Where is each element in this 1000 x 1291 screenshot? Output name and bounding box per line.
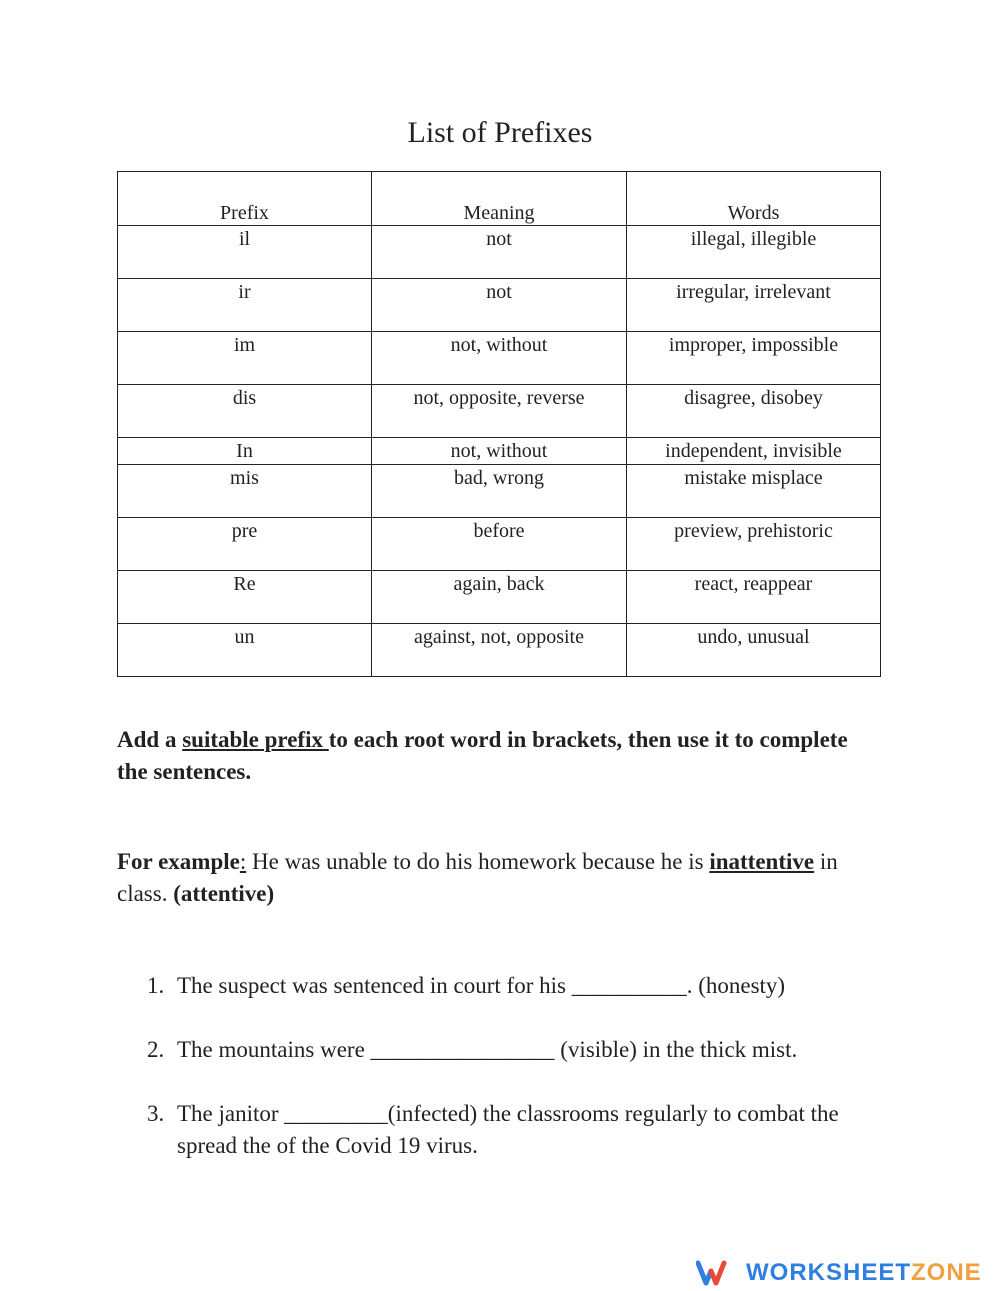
table-header-row — [118, 172, 881, 226]
item-text: The janitor _________(infected) the classrooms regularly to combat the spread the of the Covid 19 virus. — [177, 1101, 839, 1158]
instruction-text-end: to each root word in brackets, then use it to complete the sentences. — [117, 727, 848, 784]
list-item — [147, 1034, 887, 1066]
header-words: Words — [627, 172, 881, 226]
words-cell: illegal, illegible — [627, 226, 881, 279]
words-cell: mistake misplace — [627, 465, 881, 518]
prefix-cell: mis — [118, 465, 372, 518]
meaning-cell: not, opposite, reverse — [372, 385, 627, 438]
example-paragraph — [117, 846, 877, 910]
watermark-text-zone: ZONE — [911, 1259, 982, 1286]
item-text: The suspect was sentenced in court for his __________. (honesty) — [177, 973, 786, 998]
list-item — [147, 1098, 887, 1162]
meaning-cell: not, without — [372, 438, 627, 465]
meaning-cell: not, without — [372, 332, 627, 385]
w-logo-icon — [696, 1260, 734, 1286]
meaning-cell: not — [372, 226, 627, 279]
meaning-cell: before — [372, 518, 627, 571]
item-number: 2. — [147, 1037, 165, 1062]
example-text-end: in class. — [117, 849, 838, 906]
instruction-text-start: Add a — [117, 727, 183, 752]
table-row — [118, 279, 881, 332]
example-label: For example — [117, 849, 240, 874]
prefix-table — [117, 171, 881, 677]
table-row — [118, 226, 881, 279]
watermark-text-worksheet: WORKSHEET — [746, 1259, 911, 1286]
example-root: (attentive) — [173, 881, 275, 906]
table-row — [118, 518, 881, 571]
example-text-start: He was unable to do his homework because he is — [246, 849, 710, 874]
words-cell: improper, impossible — [627, 332, 881, 385]
item-number: 3. — [147, 1101, 165, 1126]
table-row — [118, 465, 881, 518]
prefix-cell: pre — [118, 518, 372, 571]
meaning-cell: not — [372, 279, 627, 332]
item-text: The mountains were ________________ (visible) in the thick mist. — [177, 1037, 798, 1062]
header-prefix: Prefix — [118, 172, 372, 226]
prefix-cell: un — [118, 624, 372, 677]
meaning-cell: against, not, opposite — [372, 624, 627, 677]
meaning-cell: bad, wrong — [372, 465, 627, 518]
words-cell: preview, prehistoric — [627, 518, 881, 571]
table-row — [118, 385, 881, 438]
list-item — [147, 970, 887, 1002]
prefix-cell: ir — [118, 279, 372, 332]
prefix-cell: Re — [118, 571, 372, 624]
meaning-cell: again, back — [372, 571, 627, 624]
table-row — [118, 438, 881, 465]
page-title: List of Prefixes — [407, 116, 593, 149]
instruction-underlined: suitable prefix — [182, 727, 329, 752]
words-cell: independent, invisible — [627, 438, 881, 465]
header-meaning: Meaning — [372, 172, 627, 226]
example-answer: inattentive — [709, 849, 815, 874]
example-colon: : — [239, 849, 247, 874]
worksheetzone-watermark — [696, 1256, 982, 1290]
watermark-text — [746, 1259, 982, 1287]
prefix-cell: dis — [118, 385, 372, 438]
table-row — [118, 332, 881, 385]
item-number: 1. — [147, 973, 165, 998]
words-cell: react, reappear — [627, 571, 881, 624]
prefix-cell: In — [118, 438, 372, 465]
words-cell: undo, unusual — [627, 624, 881, 677]
prefix-cell: im — [118, 332, 372, 385]
exercise-list — [147, 970, 887, 1162]
words-cell: disagree, disobey — [627, 385, 881, 438]
prefix-cell: il — [118, 226, 372, 279]
table-row — [118, 571, 881, 624]
instructions — [117, 724, 877, 788]
table-row — [118, 624, 881, 677]
words-cell: irregular, irrelevant — [627, 279, 881, 332]
